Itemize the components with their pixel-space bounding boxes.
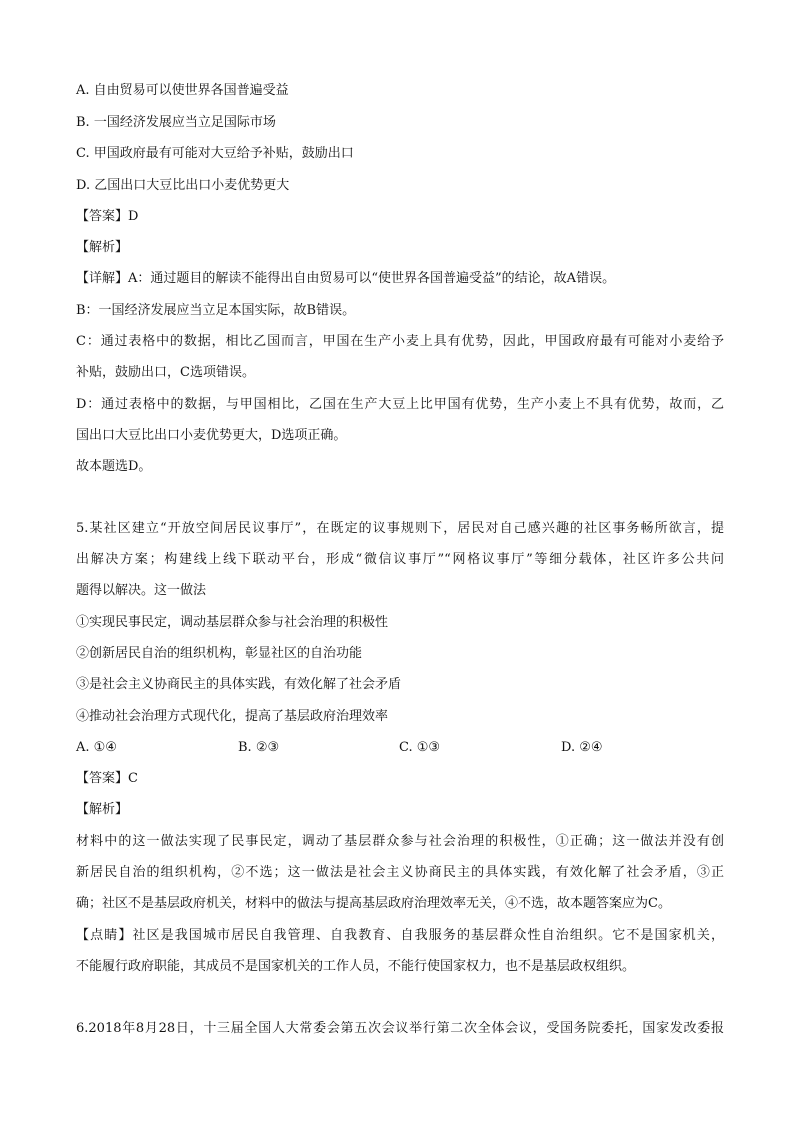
q4-option-b: B. 一国经济发展应当立足国际市场: [76, 115, 276, 130]
q5-choices-row: [76, 739, 726, 757]
q5-note-line: 【点睛】社区是我国城市居民自我管理、自我教育、自我服务的基层群众性自治组织。它不是国家机关，: [76, 928, 724, 943]
q4-option-d: D. 乙国出口大豆比出口小麦优势更大: [76, 178, 290, 193]
q5-analysis-line: 材料中的这一做法实现了民事民定，调动了基层群众参与社会治理的积极性，①正确；这一做法并没有创: [76, 834, 724, 849]
q4-option-c: C. 甲国政府最有可能对大豆给予补贴，鼓励出口: [76, 146, 354, 161]
q5-analysis-line: 确；社区不是基层政府机关，材料中的做法与提高基层政府治理效率无关，④不选，故本题答案应为C。: [76, 896, 671, 911]
q5-choice-b: B. ②③: [238, 740, 280, 755]
q4-answer: 【答案】D: [76, 209, 139, 224]
q4-analysis-heading: 【解析】: [76, 240, 129, 255]
q5-stem-line: 5.某社区建立“开放空间居民议事厅”，在既定的议事规则下，居民对自己感兴趣的社区事务畅所欲言，提: [76, 521, 724, 536]
q6-stem-line: 6.2018年8月28日，十三届全国人大常委会第五次会议举行第二次全体会议，受国务院委托，国家发改委报: [76, 1021, 724, 1036]
q5-choice-c: C. ①③: [399, 740, 441, 755]
q5-item-2: ②创新居民自治的组织机构，彰显社区的自治功能: [76, 646, 363, 661]
q4-option-a: A. 自由贸易可以使世界各国普遍受益: [76, 83, 289, 98]
q4-detail-line: 补贴，鼓励出口，C选项错误。: [76, 365, 255, 380]
q4-detail-line: D：通过表格中的数据，与甲国相比，乙国在生产大豆上比甲国有优势，生产小麦上不具有优势，故而，乙: [76, 397, 724, 412]
q5-choice-d: D. ②④: [561, 740, 603, 755]
q4-conclusion: 故本题选D。: [76, 459, 152, 474]
q5-analysis-heading: 【解析】: [76, 802, 129, 817]
q4-detail-line: 【详解】A：通过题目的解读不能得出自由贸易可以“使世界各国普遍受益”的结论，故A错误。: [76, 271, 616, 286]
q5-answer: 【答案】C: [76, 771, 138, 786]
q4-detail-line: C：通过表格中的数据，相比乙国而言，甲国在生产小麦上具有优势，因此，甲国政府最有可能对小麦给予: [76, 334, 724, 349]
q4-detail-line: B：一国经济发展应当立足本国实际，故B错误。: [76, 303, 356, 318]
q5-item-4: ④推动社会治理方式现代化，提高了基层政府治理效率: [76, 709, 389, 724]
q5-stem-line: 题得以解决。这一做法: [76, 583, 207, 598]
q5-item-1: ①实现民事民定，调动基层群众参与社会治理的积极性: [76, 615, 389, 630]
q5-choice-a: A. ①④: [76, 740, 117, 755]
q5-analysis-line: 新居民自治的组织机构，②不选；这一做法是社会主义协商民主的具体实践，有效化解了社会矛盾，③正: [76, 865, 724, 880]
q5-stem-line: 出解决方案；构建线上线下联动平台，形成“微信议事厅”“网格议事厅”等细分载体，社区许多公共问: [76, 552, 724, 567]
q4-detail-line: 国出口大豆比出口小麦优势更大，D选项正确。: [76, 428, 347, 443]
q5-note-line: 不能履行政府职能，其成员不是国家机关的工作人员，不能行使国家权力，也不是基层政权组织。: [76, 959, 636, 974]
q5-item-3: ③是社会主义协商民主的具体实践，有效化解了社会矛盾: [76, 677, 402, 692]
